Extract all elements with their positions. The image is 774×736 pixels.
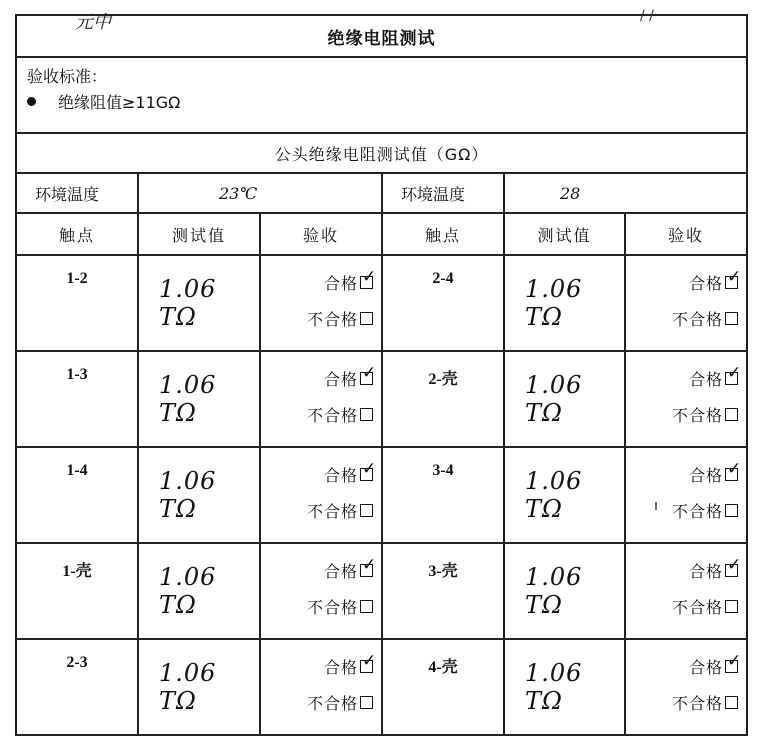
check-mark-icon: ✓ bbox=[362, 362, 378, 383]
fail-checkbox[interactable] bbox=[725, 600, 738, 613]
acceptance-cell bbox=[625, 447, 747, 543]
table-row bbox=[16, 255, 747, 351]
pass-checkbox[interactable] bbox=[725, 554, 743, 577]
check-mark-icon: ✓ bbox=[727, 554, 743, 575]
measured-value: 1.06 TΩ bbox=[504, 255, 625, 351]
pass-option bbox=[261, 264, 381, 300]
header-contact-left: 触点 bbox=[16, 213, 138, 255]
header-acceptance-right: 验收 bbox=[625, 213, 747, 255]
contact-cell: 1-3 bbox=[16, 351, 138, 447]
acceptance-cell bbox=[625, 639, 747, 735]
pass-checkbox[interactable] bbox=[360, 458, 378, 481]
pass-checkbox[interactable] bbox=[360, 554, 378, 577]
standard-label: 验收标准： bbox=[27, 67, 108, 86]
contact-cell: 1-4 bbox=[16, 447, 138, 543]
acceptance-cell bbox=[260, 447, 382, 543]
table-subtitle: 公头绝缘电阻测试值（GΩ） bbox=[16, 133, 747, 173]
measured-value: 1.06 TΩ bbox=[504, 351, 625, 447]
contact-cell: 3-4 bbox=[382, 447, 504, 543]
header-measured-left: 测试值 bbox=[138, 213, 260, 255]
contact-cell: 4-壳 bbox=[382, 639, 504, 735]
table-title: 绝缘电阻测试 bbox=[16, 15, 747, 57]
pass-option bbox=[626, 456, 746, 492]
contact-cell: 2-3 bbox=[16, 639, 138, 735]
fail-label: 不合格 bbox=[306, 693, 358, 713]
pass-option bbox=[626, 264, 746, 300]
pass-checkbox[interactable] bbox=[725, 650, 743, 673]
pass-option bbox=[626, 648, 746, 684]
measured-value: 1.06 TΩ bbox=[138, 447, 260, 543]
fail-option bbox=[261, 300, 381, 336]
fail-option bbox=[626, 396, 746, 432]
measured-value: 1.06 TΩ bbox=[138, 351, 260, 447]
insulation-resistance-table bbox=[15, 14, 748, 736]
pass-option bbox=[261, 456, 381, 492]
fail-checkbox[interactable] bbox=[360, 312, 373, 325]
pass-label: 合格 bbox=[689, 561, 724, 581]
pass-option bbox=[261, 360, 381, 396]
fail-label: 不合格 bbox=[672, 693, 724, 713]
header-measured-right: 测试值 bbox=[504, 213, 625, 255]
check-mark-icon: ✓ bbox=[362, 458, 378, 479]
fail-checkbox[interactable] bbox=[725, 408, 738, 421]
pass-option bbox=[626, 360, 746, 396]
standard-item-text: 绝缘阻值≥11GΩ bbox=[58, 93, 181, 112]
acceptance-standard bbox=[16, 57, 747, 133]
fail-label: 不合格 bbox=[306, 309, 358, 329]
env-temp-label-right: 环境温度 bbox=[382, 173, 504, 213]
acceptance-cell bbox=[260, 639, 382, 735]
pass-checkbox[interactable] bbox=[725, 362, 743, 385]
fail-label: 不合格 bbox=[306, 405, 358, 425]
acceptance-cell bbox=[625, 255, 747, 351]
table-row bbox=[16, 447, 747, 543]
measured-value: 1.06 TΩ bbox=[504, 639, 625, 735]
pass-label: 合格 bbox=[689, 273, 724, 293]
pass-option bbox=[261, 648, 381, 684]
pass-checkbox[interactable] bbox=[725, 266, 743, 289]
fail-checkbox[interactable] bbox=[360, 696, 373, 709]
fail-label: 不合格 bbox=[672, 309, 724, 329]
pass-checkbox[interactable] bbox=[725, 458, 743, 481]
pass-label: 合格 bbox=[323, 561, 358, 581]
acceptance-cell bbox=[625, 543, 747, 639]
measured-value: 1.06 TΩ bbox=[138, 639, 260, 735]
bullet-icon bbox=[27, 97, 36, 106]
table-row bbox=[16, 351, 747, 447]
check-mark-icon: ✓ bbox=[362, 266, 378, 287]
contact-cell: 1-2 bbox=[16, 255, 138, 351]
contact-cell: 2-4 bbox=[382, 255, 504, 351]
measured-value: 1.06 TΩ bbox=[138, 255, 260, 351]
fail-option bbox=[261, 588, 381, 624]
check-mark-icon: ✓ bbox=[727, 362, 743, 383]
table-row bbox=[16, 639, 747, 735]
handwritten-note-top-left: 元中 bbox=[75, 12, 111, 33]
fail-option bbox=[261, 684, 381, 720]
scan-mark bbox=[655, 502, 657, 510]
check-mark-icon: ✓ bbox=[727, 266, 743, 287]
table-row bbox=[16, 543, 747, 639]
test-record-sheet bbox=[15, 8, 746, 715]
header-contact-right: 触点 bbox=[382, 213, 504, 255]
fail-checkbox[interactable] bbox=[725, 504, 738, 517]
fail-option bbox=[261, 492, 381, 528]
fail-checkbox[interactable] bbox=[360, 600, 373, 613]
pass-label: 合格 bbox=[689, 465, 724, 485]
standard-item bbox=[27, 90, 736, 116]
pass-label: 合格 bbox=[323, 657, 358, 677]
fail-checkbox[interactable] bbox=[360, 408, 373, 421]
acceptance-cell bbox=[625, 351, 747, 447]
pass-label: 合格 bbox=[323, 465, 358, 485]
fail-option bbox=[261, 396, 381, 432]
pass-checkbox[interactable] bbox=[360, 266, 378, 289]
check-mark-icon: ✓ bbox=[727, 650, 743, 671]
contact-cell: 3-壳 bbox=[382, 543, 504, 639]
check-mark-icon: ✓ bbox=[727, 458, 743, 479]
fail-option bbox=[626, 492, 746, 528]
pass-option bbox=[261, 552, 381, 588]
fail-option bbox=[626, 300, 746, 336]
fail-label: 不合格 bbox=[672, 501, 724, 521]
pass-label: 合格 bbox=[323, 369, 358, 389]
fail-label: 不合格 bbox=[672, 405, 724, 425]
acceptance-cell bbox=[260, 255, 382, 351]
env-temp-label-left: 环境温度 bbox=[16, 173, 138, 213]
env-temp-value-left: 23℃ bbox=[138, 173, 382, 213]
measured-value: 1.06 TΩ bbox=[504, 543, 625, 639]
contact-cell: 1-壳 bbox=[16, 543, 138, 639]
fail-checkbox[interactable] bbox=[725, 312, 738, 325]
measured-value: 1.06 TΩ bbox=[504, 447, 625, 543]
handwritten-note-top-right: / / bbox=[640, 8, 654, 24]
acceptance-cell bbox=[260, 543, 382, 639]
check-mark-icon: ✓ bbox=[362, 650, 378, 671]
fail-checkbox[interactable] bbox=[725, 696, 738, 709]
pass-checkbox[interactable] bbox=[360, 362, 378, 385]
fail-label: 不合格 bbox=[306, 597, 358, 617]
acceptance-cell bbox=[260, 351, 382, 447]
fail-label: 不合格 bbox=[672, 597, 724, 617]
measured-value: 1.06 TΩ bbox=[138, 543, 260, 639]
check-mark-icon: ✓ bbox=[362, 554, 378, 575]
fail-option bbox=[626, 684, 746, 720]
header-acceptance-left: 验收 bbox=[260, 213, 382, 255]
pass-label: 合格 bbox=[689, 657, 724, 677]
pass-label: 合格 bbox=[689, 369, 724, 389]
contact-cell: 2-壳 bbox=[382, 351, 504, 447]
fail-checkbox[interactable] bbox=[360, 504, 373, 517]
pass-option bbox=[626, 552, 746, 588]
env-temp-value-right: 28 bbox=[504, 173, 747, 213]
fail-label: 不合格 bbox=[306, 501, 358, 521]
pass-checkbox[interactable] bbox=[360, 650, 378, 673]
pass-label: 合格 bbox=[323, 273, 358, 293]
fail-option bbox=[626, 588, 746, 624]
